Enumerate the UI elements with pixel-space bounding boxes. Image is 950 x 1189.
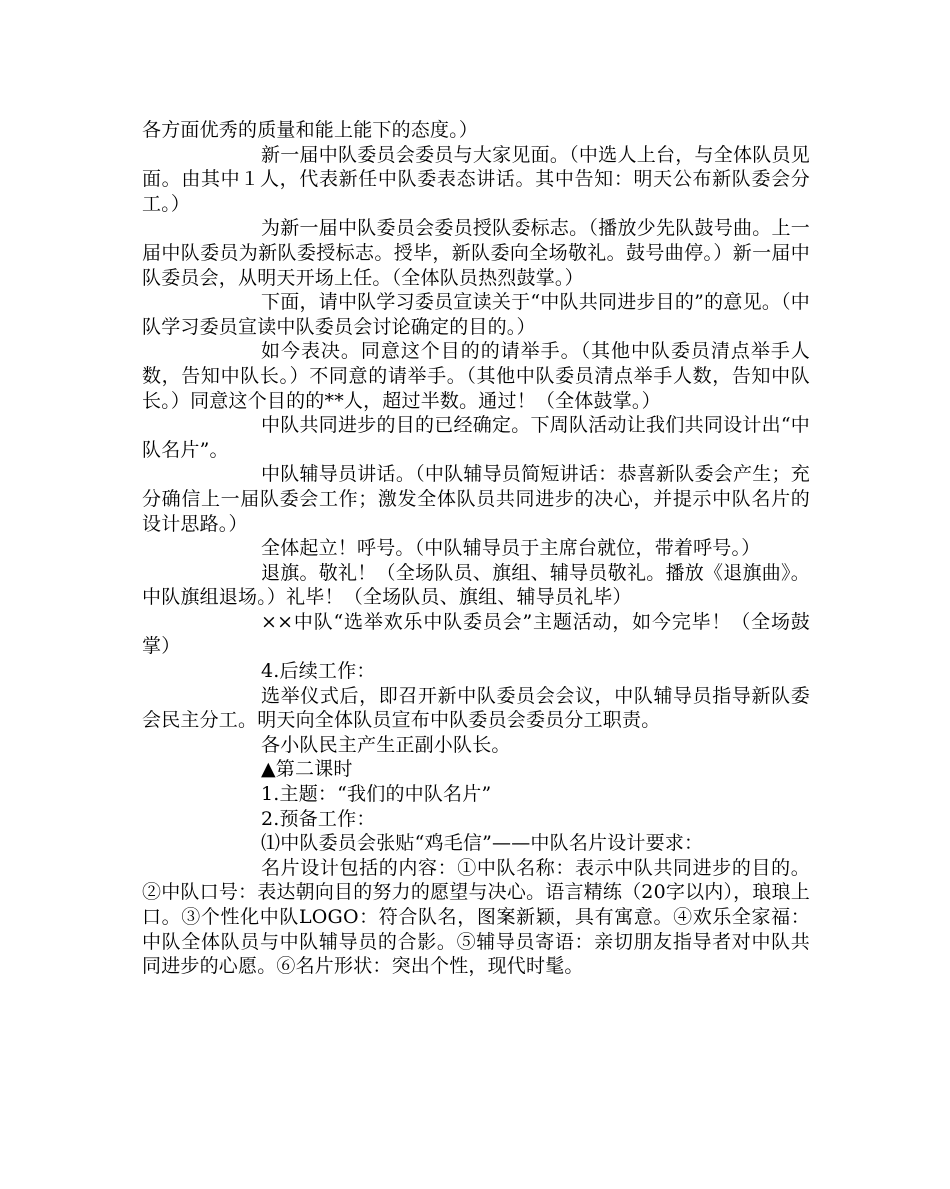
section-heading-second-lesson: ▲第二课时 bbox=[261, 758, 353, 781]
paragraph-intro-continuation: 各方面优秀的质量和能上能下的态度。） bbox=[142, 119, 479, 141]
paragraph-vote: 如今表决。同意这个目的的请举手。（其他中队委员清点举手人数，告知中队长。）不同意的请举手。（其他中队委员清点举手人数，告知中队长。）同意这个目的的**人，超过半数。通过！（全体鼓掌。） bbox=[142, 340, 810, 412]
paragraph-theme: 1.主题：“我们的中队名片” bbox=[261, 783, 492, 806]
paragraph-goal-reading: 下面，请中队学习委员宣读关于“中队共同进步目的”的意见。（中队学习委员宣读中队委员会讨论确定的目的。） bbox=[142, 291, 810, 338]
paragraph-squad-leaders: 各小队民主产生正副小队长。 bbox=[261, 733, 511, 756]
paragraph-flag-retreat: 退旗。敬礼！（全场队员、旗组、辅导员敬礼。播放《退旗曲》。中队旗组退场。）礼毕！（全场队员、旗组、辅导员礼毕） bbox=[142, 561, 810, 609]
paragraph-feather-letter: ⑴中队委员会张贴“鸡毛信”——中队名片设计要求： bbox=[261, 832, 704, 855]
paragraph-goal-confirmed: 中队共同进步的目的已经确定。下周队活动让我们共同设计出“中队名片”。 bbox=[142, 414, 810, 461]
paragraph-counselor-speech: 中队辅导员讲话。（中队辅导员简短讲话：恭喜新队委会产生；充分确信上一届队委会工作；激发全体队员共同进步的决心，并提示中队名片的设计思路。） bbox=[142, 463, 810, 535]
document-page bbox=[142, 118, 810, 979]
paragraph-followup-heading: 4.后续工作： bbox=[261, 660, 376, 683]
paragraph-activity-complete: ××中队“选举欢乐中队委员会”主题活动，如今完毕！（全场鼓掌） bbox=[142, 610, 810, 658]
paragraph-card-design-content: 名片设计包括的内容：①中队名称：表示中队共同进步的目的。②中队口号：表达朝向目的努力的愿望与决心。语言精练（20字以内），琅琅上口。③个性化中队LOGO：符合队名，图案新颖，具有寓意。④欢乐全家福：中队全体队员与中队辅导员的合影。⑤辅导员寄语：亲切朋友指导者对中队共同进步的心愿。⑥名片形状：突出个性，现代时髦。 bbox=[142, 856, 810, 978]
paragraph-new-committee-meets: 新一届中队委员会委员与大家见面。（中选人上台，与全体队员见面。由其中１人，代表新任中队委表态讲话。其中告知：明天公布新队委会分工。） bbox=[142, 143, 810, 215]
paragraph-award-badges: 为新一届中队委员会委员授队委标志。（播放少先队鼓号曲。上一届中队委员为新队委授标志。授毕，新队委向全场敬礼。鼓号曲停。）新一届中队委员会，从明天开场上任。（全体队员热烈鼓掌。） bbox=[142, 217, 810, 289]
paragraph-stand-up: 全体起立！呼号。（中队辅导员于主席台就位，带着呼号。） bbox=[261, 537, 761, 560]
paragraph-followup-meeting: 选举仪式后，即召开新中队委员会会议，中队辅导员指导新队委会民主分工。明天向全体队员宣布中队委员会委员分工职责。 bbox=[142, 684, 810, 732]
paragraph-preparation: 2.预备工作： bbox=[261, 807, 376, 830]
